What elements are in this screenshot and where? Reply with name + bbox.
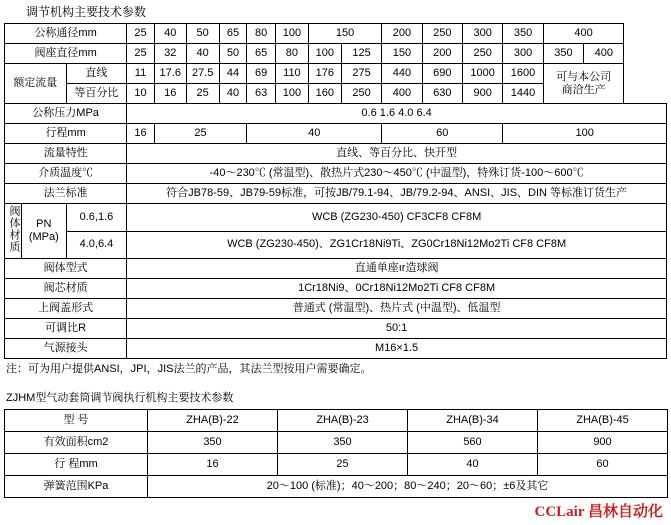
cell: 900 [462, 84, 502, 104]
cell: -40～230℃ (常温型)、散热片式230～450℃ (中温型)，特殊订货-100～600℃ [127, 164, 667, 184]
row-label: PN (MPa) [22, 204, 67, 259]
cell: 250 [422, 24, 462, 44]
cell: 440 [382, 64, 422, 84]
cell: 690 [422, 64, 462, 84]
cell: 40 [219, 84, 247, 104]
cell: 250 [462, 44, 502, 64]
cell: 25 [278, 454, 408, 476]
table-row [5, 164, 667, 184]
cell: 10 [127, 84, 155, 104]
cell: 60 [382, 124, 503, 144]
cell: 直线、等百分比、快开型 [127, 144, 667, 164]
table-row [5, 319, 667, 339]
cell: 16 [148, 454, 278, 476]
watermark-chinese: 昌林自动化 [587, 504, 663, 520]
cell: 25 [127, 44, 155, 64]
cell: 160 [308, 84, 341, 104]
cell: 63 [247, 84, 276, 104]
row-sublabel: 4.0,6.4 [66, 231, 127, 259]
cell: 40 [186, 44, 219, 64]
cell: 25 [127, 24, 155, 44]
cell: 普通式 (常温型)、热片式 (中温型)、低温型 [127, 299, 667, 319]
cell: 900 [538, 432, 668, 454]
table-row [5, 231, 667, 259]
table-row [5, 432, 668, 454]
cell: 80 [275, 44, 308, 64]
cell: 560 [408, 432, 538, 454]
footnote: 注：可为用户提供ANSI，JPI，JIS法兰的产品，其法兰型按用户需要确定。 [6, 363, 372, 375]
row-label: 有效面积cm2 [5, 432, 148, 454]
cell: 50 [186, 24, 219, 44]
cell: 100 [503, 124, 667, 144]
cell: 65 [219, 24, 247, 44]
column-header: 型 号 [5, 410, 148, 432]
row-label: 介质温度℃ [5, 164, 127, 184]
cell: 44 [219, 64, 247, 84]
cell: 125 [341, 44, 381, 64]
table-row [5, 104, 667, 124]
row-sublabel: 等百分比 [66, 84, 127, 104]
cell: 1440 [503, 84, 543, 104]
cell: 176 [308, 64, 341, 84]
row-label: 弹簧范围KPa [5, 476, 148, 498]
cell: WCB (ZG230-450)、ZG1Cr18Ni9Ti、ZG0Cr18Ni12Mo2Ti CF8 CF8M [127, 231, 667, 259]
row-label: 行程mm [5, 124, 127, 144]
cell: 1600 [503, 64, 543, 84]
cell: 400 [382, 84, 422, 104]
spec-table-2 [4, 409, 668, 498]
cell: 27.5 [186, 64, 219, 84]
table-header-row [5, 410, 668, 432]
cell: 40 [154, 24, 186, 44]
row-label: 行 程mm [5, 454, 148, 476]
table-row [5, 279, 667, 299]
cell: 250 [341, 84, 381, 104]
cell: 100 [275, 84, 308, 104]
row-label: 阀体型式 [5, 259, 127, 279]
cell: 300 [503, 44, 543, 64]
column-header: ZHA(B)-22 [148, 410, 278, 432]
table-row [5, 64, 667, 84]
cell: 400 [543, 24, 624, 44]
table-row [5, 259, 667, 279]
row-label: 阀芯材质 [5, 279, 127, 299]
table-row [5, 24, 667, 44]
cell: 直通单座ır造球阀 [127, 259, 667, 279]
row-label: 气源接头 [5, 339, 127, 359]
cell: 350 [148, 432, 278, 454]
table-row [5, 454, 668, 476]
watermark [535, 500, 664, 521]
cell: 350 [543, 44, 583, 64]
page-title: 调节机构主要技术参数 [26, 5, 147, 19]
cell: 16 [154, 84, 186, 104]
cell: 275 [341, 64, 381, 84]
watermark-latin: CCLair [534, 504, 585, 520]
cell: 17.6 [154, 64, 186, 84]
row-label: 法兰标准 [5, 184, 127, 204]
row-sublabel: 0.6,1.6 [66, 204, 127, 232]
cell: 16 [127, 124, 155, 144]
table-row [5, 299, 667, 319]
cell: 200 [382, 24, 422, 44]
vertical-label-text: 阀体材质 [8, 205, 20, 253]
cell: 100 [275, 24, 308, 44]
cell: 20～100 (标准)；40～200；80～240；20～60；±6及其它 [148, 476, 668, 498]
table-row [5, 184, 667, 204]
cell: 150 [308, 24, 381, 44]
cell: 400 [584, 44, 624, 64]
cell: 60 [538, 454, 668, 476]
row-label: 上阀盖形式 [5, 299, 127, 319]
cell: 630 [422, 84, 462, 104]
row-sublabel: 直线 [66, 64, 127, 84]
cell: 40 [247, 124, 382, 144]
cell: 80 [247, 24, 276, 44]
cell: 110 [275, 64, 308, 84]
cell-merged-note: 可与本公司 商洽生产 [543, 64, 624, 104]
row-label: 流量特性 [5, 144, 127, 164]
cell: 25 [154, 124, 246, 144]
cell: 符合JB78-59、JB79-59标准，可按JB/79.1-94、JB/79.2-94、ANSI、JIS、DIN 等标准订货生产 [127, 184, 667, 204]
cell: 11 [127, 64, 155, 84]
cell: 1Cr18Ni9、0Cr18Ni12Mo2Ti CF8 CF8M [127, 279, 667, 299]
row-label: 阀座直径mm [5, 44, 127, 64]
spec-table-1 [4, 23, 667, 359]
cell: 1000 [462, 64, 502, 84]
table-row [5, 124, 667, 144]
row-label-vertical [5, 204, 22, 259]
cell: WCB (ZG230-450) CF3CF8 CF8M [127, 204, 667, 232]
cell: 100 [308, 44, 341, 64]
cell: 350 [278, 432, 408, 454]
section-subtitle: ZJHM型气动套筒调节阀执行机构主要技术参数 [6, 392, 234, 404]
table-row [5, 204, 667, 232]
cell: 40 [408, 454, 538, 476]
column-header: ZHA(B)-34 [408, 410, 538, 432]
cell: 0.6 1.6 4.0 6.4 [127, 104, 667, 124]
cell: M16×1.5 [127, 339, 667, 359]
table-row [5, 144, 667, 164]
cell: 300 [462, 24, 502, 44]
cell: 150 [382, 44, 422, 64]
cell: 50:1 [127, 319, 667, 339]
cell: 200 [422, 44, 462, 64]
row-label: 可调比R [5, 319, 127, 339]
row-label: 公称通径mm [5, 24, 127, 44]
cell: 69 [247, 64, 276, 84]
row-label: 公称压力MPa [5, 104, 127, 124]
column-header: ZHA(B)-23 [278, 410, 408, 432]
cell: 65 [247, 44, 276, 64]
table-row [5, 44, 667, 64]
row-label: 额定流量 [5, 64, 67, 104]
column-header: ZHA(B)-45 [538, 410, 668, 432]
cell: 25 [186, 84, 219, 104]
cell: 50 [219, 44, 247, 64]
table-row [5, 339, 667, 359]
table-row [5, 476, 668, 498]
cell: 350 [503, 24, 543, 44]
cell: 32 [154, 44, 186, 64]
